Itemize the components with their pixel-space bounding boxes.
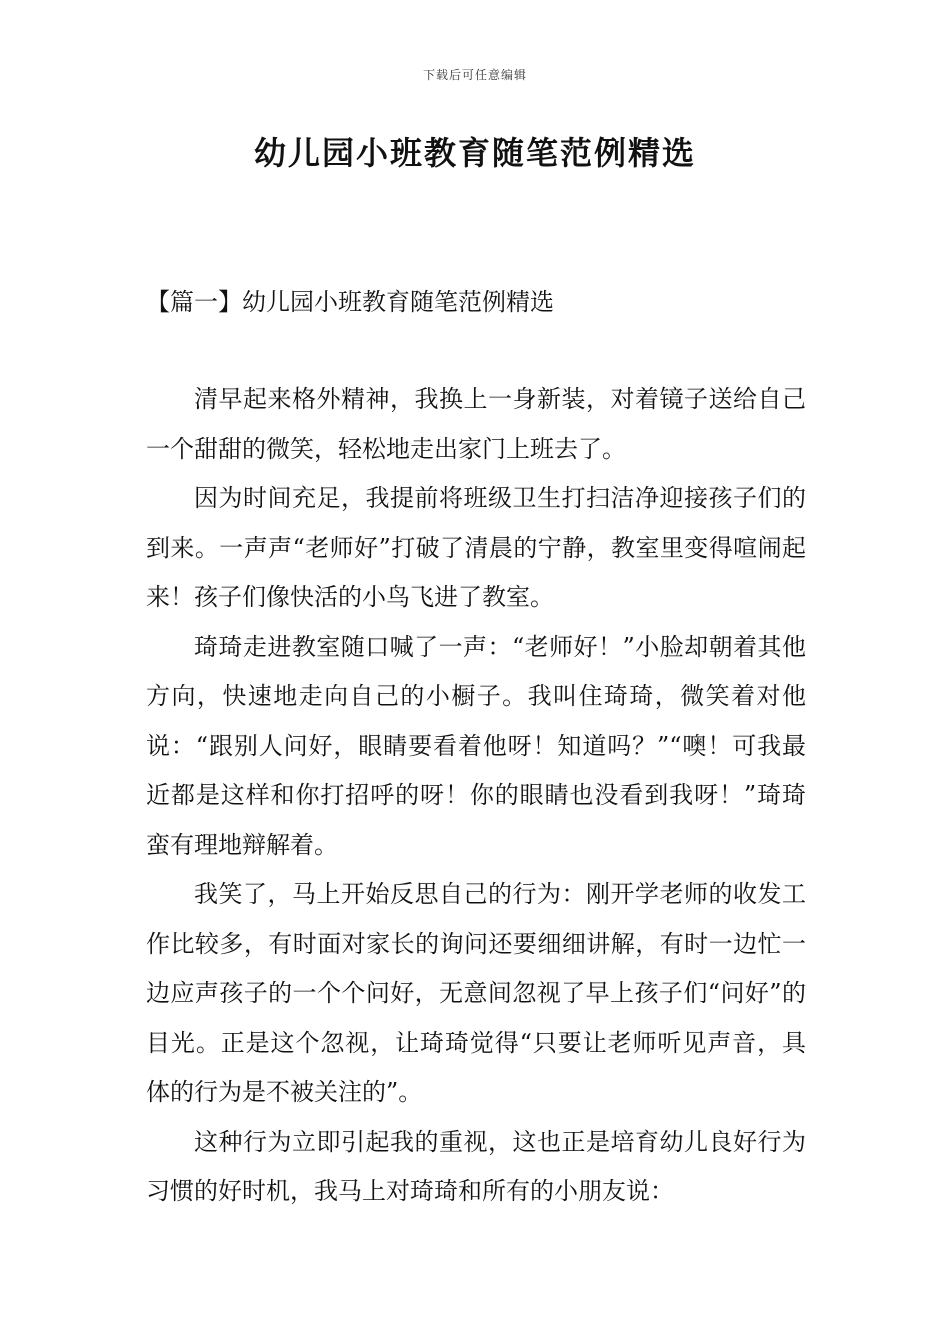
paragraph: 我笑了，马上开始反思自己的行为：刚开学老师的收发工作比较多，有时面对家长的询问还要细细讲解，有时一边忙一边应声孩子的一个个问好，无意间忽视了早上孩子们“问好”的目光。正是这个忽视，让琦琦觉得“只要让老师听见声音，具体的行为是不被关注的”。 [146,880,806,1106]
header-note: 下载后可任意编辑 [422,68,527,82]
paragraph: 因为时间充足，我提前将班级卫生打扫洁净迎接孩子们的到来。一声声“老师好”打破了清晨的宁静，教室里变得喧闹起来！孩子们像快活的小鸟飞进了教室。 [146,484,806,611]
paragraph: 琦琦走进教室随口喊了一声：“老师好！”小脸却朝着其他方向，快速地走向自己的小橱子。我叫住琦琦，微笑着对他说：“跟别人问好，眼睛要看着他呀！知道吗？”“噢！可我最近都是这样和你打招呼的呀！你的眼睛也没看到我呀！”琦琦蛮有理地辩解着。 [146,632,806,859]
paragraph: 这种行为立即引起我的重视，这也正是培育幼儿良好行为习惯的好时机，我马上对琦琦和所有的小朋友说： [146,1127,806,1205]
document-title: 幼儿园小班教育随笔范例精选 [253,134,696,172]
paragraph: 清早起来格外精神，我换上一身新装，对着镜子送给自己一个甜甜的微笑，轻松地走出家门上班去了。 [146,385,806,463]
document-body [146,375,806,1217]
section-heading: 【篇一】幼儿园小班教育随笔范例精选 [146,288,554,316]
